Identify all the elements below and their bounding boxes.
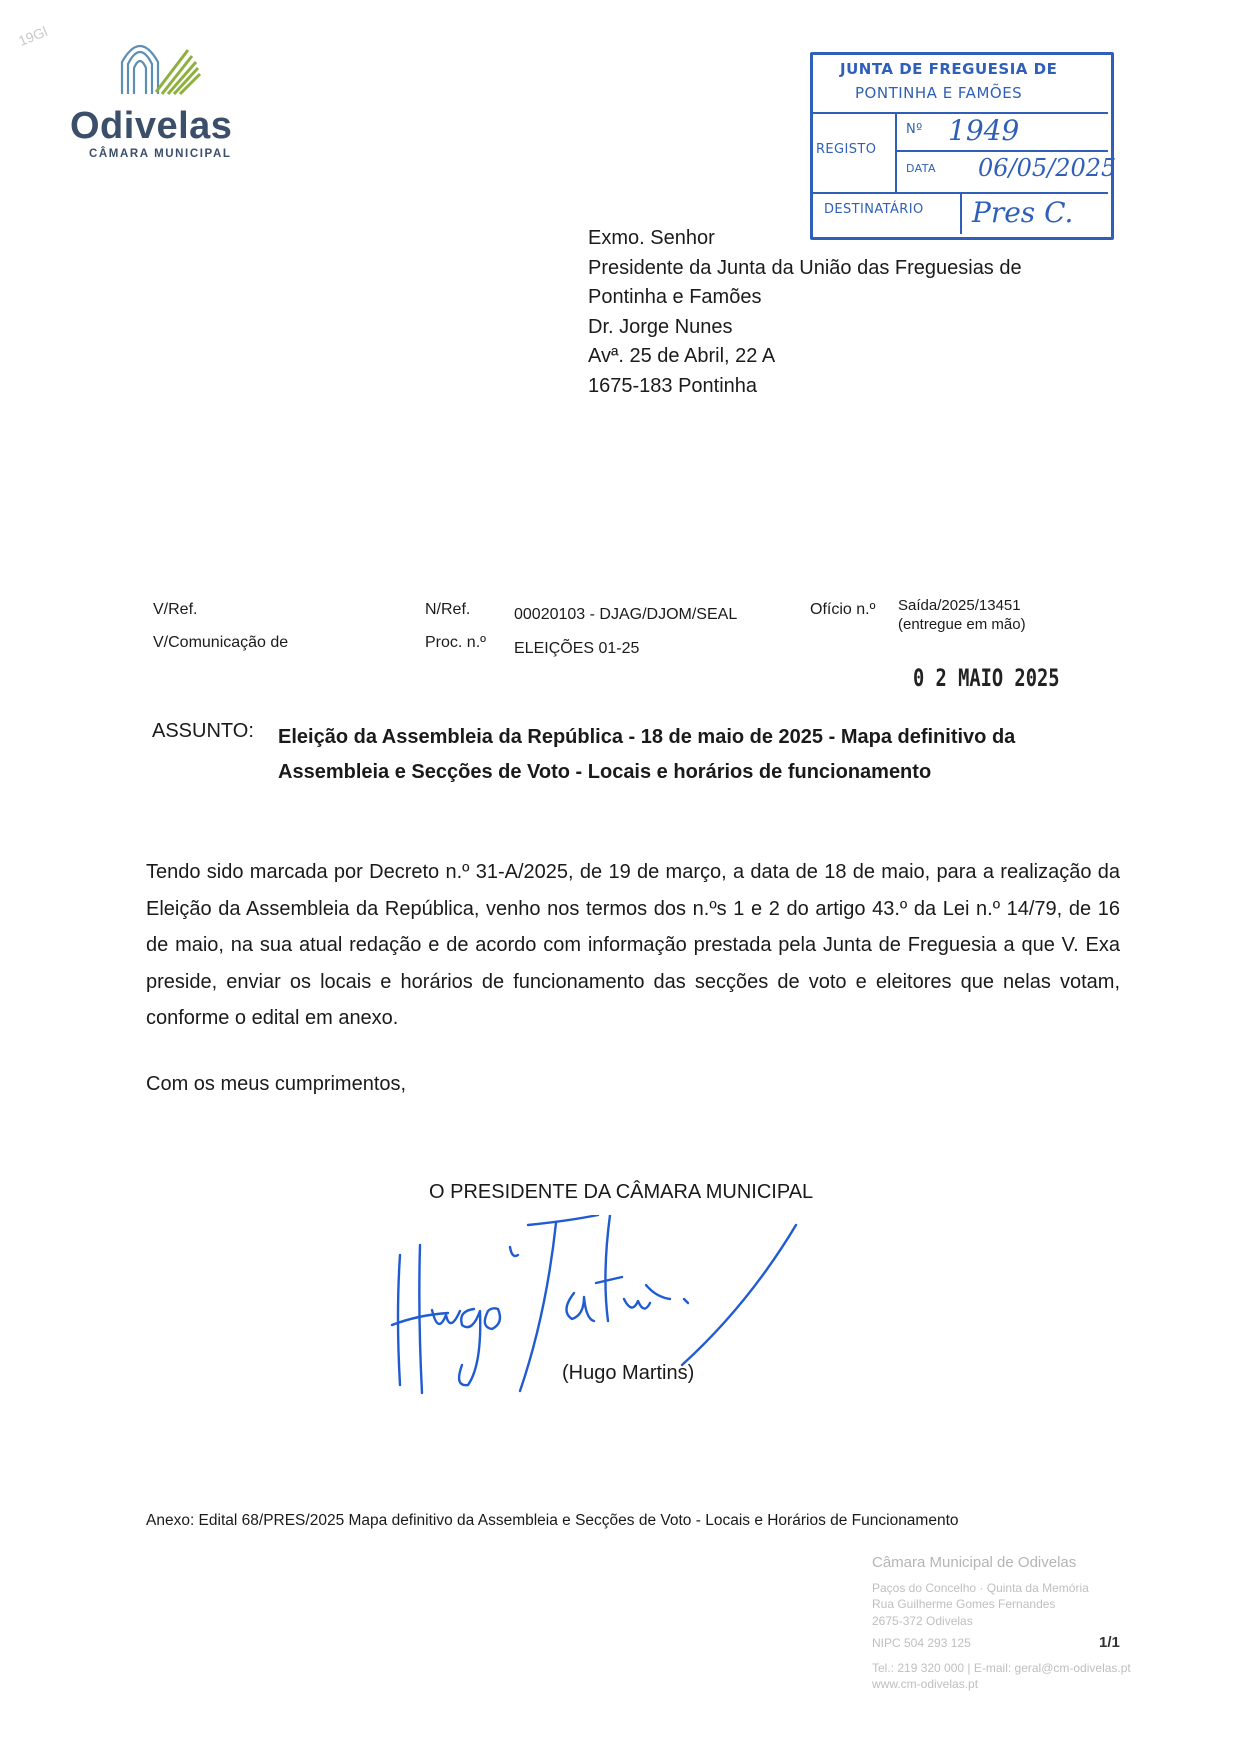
proc-label: Proc. n.º — [425, 634, 486, 651]
stamp-title-line2: PONTINHA E FAMÕES — [855, 84, 1023, 102]
n-ref-value: 00020103 - DJAG/DJOM/SEAL — [514, 606, 738, 623]
address-line: Exmo. Senhor — [588, 227, 715, 249]
address-line: Presidente da Junta da União das Freguesias de — [588, 256, 1022, 279]
n-ref-label: N/Ref. — [425, 601, 471, 618]
v-comunicacao-label: V/Comunicação de — [153, 634, 289, 651]
signatory-name: (Hugo Martins) — [562, 1362, 695, 1384]
logo-subtitle: CÂMARA MUNICIPAL — [89, 148, 232, 160]
footer-contact — [872, 1555, 1131, 1693]
footer-title: Câmara Municipal de Odivelas — [872, 1554, 1077, 1571]
body-paragraph: Tendo sido marcada por Decreto n.º 31-A/2025, de 19 de março, a data de 18 de maio, para a realização da Eleição da Assembleia da República, venho nos termos dos n.ºs 1 e 2 do artigo 43.º da Lei n.º 14/79, de 16 de maio, na sua atual redação e de acordo com informação prestada pela Junta de Freguesia a que V. Exa preside, enviar os locais e horários de funcionamento das secções de voto e eleitores que nelas votam, conforme o edital em anexo. — [146, 861, 1120, 1029]
proc-value: ELEIÇÕES 01-25 — [514, 640, 640, 657]
footer-line: Rua Guilherme Gomes Fernandes — [872, 1597, 1056, 1611]
oficio-value: Saída/2025/13451 — [898, 597, 1021, 614]
footer-line: 2675-372 Odivelas — [872, 1613, 973, 1628]
oficio-note: (entregue em mão) — [898, 616, 1026, 633]
footer-line: Tel.: 219 320 000 | E-mail: geral@cm-odivelas.pt — [872, 1660, 1131, 1675]
stamp-numero-value: 1949 — [948, 114, 1020, 147]
stamp-numero-label: Nº — [906, 122, 923, 137]
v-ref-label: V/Ref. — [153, 601, 198, 618]
recipient-address — [588, 224, 1022, 401]
page-number: 1/1 — [1099, 1634, 1120, 1651]
footer-line: Paços do Concelho · Quinta da Memória — [872, 1580, 1089, 1595]
address-line: Pontinha e Famões — [588, 286, 762, 308]
subject-line: Eleição da Assembleia da República - 18 de maio de 2025 - Mapa definitivo da — [278, 726, 1016, 748]
date-stamp: 0 2 MAIO 2025 — [913, 664, 1060, 692]
subject-line: Assembleia e Secções de Voto - Locais e horários de funcionamento — [278, 761, 932, 783]
footer-line: www.cm-odivelas.pt — [872, 1677, 979, 1691]
stamp-registo-label: REGISTO — [816, 142, 877, 157]
registration-stamp — [810, 52, 1117, 238]
stamp-data-value: 06/05/2025 — [978, 154, 1117, 182]
address-line: Dr. Jorge Nunes — [588, 315, 733, 338]
subject-text — [278, 720, 1078, 790]
footer-line: NIPC 504 293 125 — [872, 1636, 971, 1650]
annex-note: Anexo: Edital 68/PRES/2025 Mapa definitivo da Assembleia e Secções de Voto - Locais e Horários de Funcionamento — [146, 1512, 959, 1529]
stamp-title-line1: JUNTA DE FREGUESIA DE — [840, 60, 1058, 78]
logo-name: Odivelas — [70, 105, 233, 147]
subject-label: ASSUNTO: — [152, 720, 254, 742]
corner-mark: 19Gl — [16, 23, 50, 49]
address-line: Avª. 25 de Abril, 22 A — [588, 345, 776, 367]
closing-regards: Com os meus cumprimentos, — [146, 1073, 407, 1095]
oficio-label: Ofício n.º — [810, 601, 876, 618]
address-line: 1675-183 Pontinha — [588, 374, 758, 397]
stamp-destinatario-label: DESTINATÁRIO — [824, 202, 924, 217]
stamp-destinatario-value: Pres C. — [972, 196, 1074, 229]
signatory-title: O PRESIDENTE DA CÂMARA MUNICIPAL — [429, 1181, 814, 1203]
stamp-data-label: DATA — [906, 162, 936, 175]
